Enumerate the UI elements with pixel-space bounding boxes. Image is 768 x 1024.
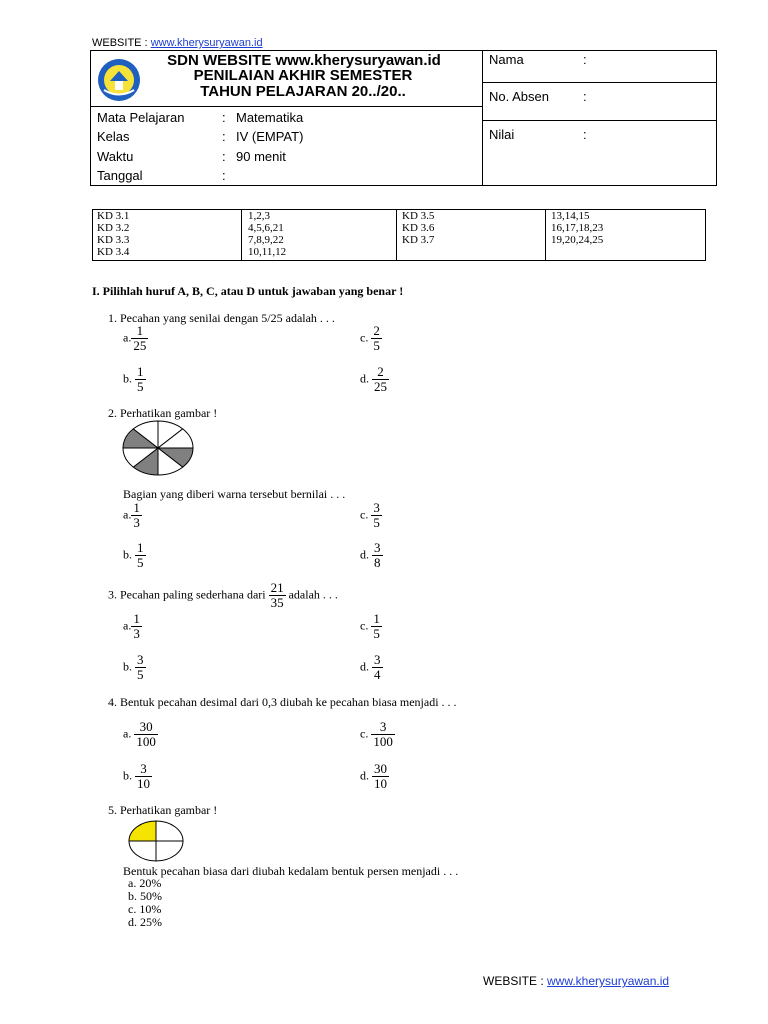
denominator: 5: [373, 515, 380, 530]
denominator: 5: [373, 338, 380, 353]
section-heading: I. Pilihlah huruf A, B, C, atau D untuk jawaban yang benar !: [92, 284, 404, 298]
question-1-text: 1. Pecahan yang senilai dengan 5/25 adalah . . .: [108, 311, 335, 325]
option-letter: c.: [360, 507, 369, 522]
kd-cell: 16,17,18,23: [551, 222, 604, 234]
question-5-subtext: Bentuk pecahan biasa dari diubah kedalam bentuk persen menjadi . . .: [123, 864, 459, 878]
denominator: 5: [137, 379, 144, 394]
denominator: 3: [133, 626, 140, 641]
fraction: [371, 501, 382, 530]
circle-eighths-figure: [122, 420, 194, 476]
bottom-website-line: [483, 974, 669, 988]
option-letter: d.: [360, 547, 369, 562]
question-3-prefix: 3. Pecahan paling sederhana dari: [108, 587, 266, 602]
time-value: 90 menit: [236, 149, 286, 164]
kd-cell: KD 3.1: [97, 210, 130, 222]
kd-cell: 7,8,9,22: [248, 234, 284, 246]
kd-cell: 4,5,6,21: [248, 222, 284, 234]
fraction: [269, 581, 286, 610]
exam-title: PENILAIAN AKHIR SEMESTER: [193, 67, 413, 84]
q3-option-b[interactable]: [123, 653, 146, 682]
colon: :: [222, 129, 226, 144]
numerator: 3: [140, 761, 147, 776]
numerator: 3: [379, 719, 387, 734]
option-letter: d.: [360, 659, 369, 674]
numerator: 30: [374, 761, 387, 776]
denominator: 5: [137, 667, 144, 682]
option-letter: b.: [123, 547, 132, 562]
denominator: 100: [136, 734, 156, 749]
kd-cell: KD 3.5: [402, 210, 435, 222]
header-divider: [482, 82, 717, 83]
kd-cell: KD 3.2: [97, 222, 130, 234]
top-website-line: [92, 37, 263, 49]
kd-cell: 13,14,15: [551, 210, 590, 222]
option-letter: c.: [360, 726, 369, 741]
numerator: 3: [137, 652, 144, 667]
fraction: [371, 720, 395, 749]
fraction: [371, 324, 382, 353]
numerator: 1: [137, 540, 144, 555]
website-label: WEBSITE :: [483, 974, 548, 988]
numerator: 3: [373, 500, 380, 515]
question-5-text: 5. Perhatikan gambar !: [108, 803, 218, 817]
numerator: 1: [136, 323, 144, 338]
q1-option-b[interactable]: [123, 365, 146, 394]
school-title: SDN WEBSITE www.kherysuryawan.id: [167, 52, 441, 69]
q4-option-a[interactable]: [123, 720, 158, 749]
q4-option-b[interactable]: [123, 762, 152, 791]
numerator: 3: [374, 540, 381, 555]
q4-option-d[interactable]: [360, 762, 389, 791]
denominator: 100: [373, 734, 393, 749]
q1-option-d[interactable]: [360, 365, 389, 394]
numerator: 1: [137, 364, 144, 379]
denominator: 25: [374, 379, 387, 394]
kd-cell: 1,2,3: [248, 210, 270, 222]
website-label: WEBSITE :: [92, 37, 151, 49]
fraction: [372, 653, 383, 682]
fraction: [131, 612, 142, 641]
q1-option-a[interactable]: [123, 324, 148, 353]
q5-option-c[interactable]: c. 10%: [128, 902, 162, 916]
fraction: [131, 324, 148, 353]
denominator: 5: [373, 626, 380, 641]
numerator: 1: [373, 611, 380, 626]
option-letter: a.: [123, 618, 132, 633]
denominator: 35: [270, 595, 284, 610]
numerator: 2: [373, 323, 380, 338]
denominator: 5: [137, 555, 144, 570]
date-label: Tanggal: [97, 168, 143, 183]
colon: :: [222, 110, 226, 125]
numerator: 30: [139, 719, 153, 734]
option-letter: d.: [360, 371, 369, 386]
colon: :: [222, 149, 226, 164]
q2-option-b[interactable]: [123, 541, 146, 570]
fraction: [134, 720, 158, 749]
option-letter: b.: [123, 768, 132, 783]
q2-option-d[interactable]: [360, 541, 383, 570]
website-link[interactable]: www.kherysuryawan.id: [150, 37, 263, 49]
class-value: IV (EMPAT): [236, 129, 304, 144]
q3-option-c[interactable]: [360, 612, 382, 641]
option-letter: b.: [123, 659, 132, 674]
kd-table: [92, 209, 706, 261]
question-3-suffix: adalah . . .: [288, 587, 338, 602]
class-label: Kelas: [97, 129, 130, 144]
colon: :: [583, 89, 587, 104]
header-divider: [90, 106, 483, 107]
fraction: [135, 762, 152, 791]
fraction: [135, 541, 146, 570]
numerator: 1: [133, 611, 140, 626]
option-letter: c.: [360, 618, 369, 633]
name-label: Nama: [489, 52, 524, 67]
denominator: 3: [133, 515, 140, 530]
option-letter: c.: [360, 330, 369, 345]
q4-option-c[interactable]: [360, 720, 395, 749]
numerator: 2: [377, 364, 384, 379]
option-letter: a.: [123, 507, 132, 522]
time-label: Waktu: [97, 149, 134, 164]
website-link[interactable]: www.kherysuryawan.id: [547, 974, 670, 988]
kd-column-2: [248, 210, 286, 258]
kd-cell: KD 3.6: [402, 222, 435, 234]
question-4-text: 4. Bentuk pecahan desimal dari 0,3 diubah ke pecahan biasa menjadi . . .: [108, 695, 457, 709]
option-letter: a.: [123, 330, 132, 345]
denominator: 10: [374, 776, 387, 791]
option-letter: b.: [123, 371, 132, 386]
fraction: [372, 365, 389, 394]
header-divider: [482, 50, 483, 186]
q5-option-a[interactable]: a. 20%: [128, 876, 162, 890]
kd-cell: KD 3.4: [97, 246, 130, 258]
option-letter: a.: [123, 726, 132, 741]
numerator: 21: [270, 580, 284, 595]
q3-option-a[interactable]: [123, 612, 142, 641]
q5-option-b[interactable]: b. 50%: [128, 889, 162, 903]
fraction: [131, 501, 142, 530]
table-divider: [545, 209, 546, 261]
subject-value: Matematika: [236, 110, 304, 125]
q1-option-c[interactable]: [360, 324, 382, 353]
colon: :: [583, 52, 587, 67]
option-letter: d.: [360, 768, 369, 783]
q2-option-a[interactable]: [123, 501, 142, 530]
fraction: [135, 653, 146, 682]
kd-cell: KD 3.7: [402, 234, 435, 246]
numerator: 3: [374, 652, 381, 667]
q3-option-d[interactable]: [360, 653, 383, 682]
kd-cell: 19,20,24,25: [551, 234, 604, 246]
header-divider: [482, 120, 717, 121]
denominator: 8: [374, 555, 381, 570]
kd-column-3: [402, 210, 434, 246]
question-3-text: [108, 581, 338, 610]
kd-cell: 10,11,12: [248, 246, 287, 258]
q5-options: [128, 877, 162, 929]
table-divider: [396, 209, 397, 261]
exam-year: TAHUN PELAJARAN 20../20..: [200, 83, 406, 100]
colon: :: [583, 127, 587, 142]
q2-option-c[interactable]: [360, 501, 382, 530]
denominator: 25: [133, 338, 147, 353]
numerator: 1: [133, 500, 140, 515]
colon: :: [222, 168, 226, 183]
question-2-text: 2. Perhatikan gambar !: [108, 406, 218, 420]
subject-label: Mata Pelajaran: [97, 110, 185, 125]
q5-option-d[interactable]: d. 25%: [128, 915, 162, 929]
question-2-subtext: Bagian yang diberi warna tersebut bernilai . . .: [123, 487, 346, 501]
denominator: 4: [374, 667, 381, 682]
circle-quarters-figure: [128, 820, 184, 862]
fraction: [135, 365, 146, 394]
fraction: [372, 541, 383, 570]
denominator: 10: [137, 776, 150, 791]
kd-column-1: [97, 210, 129, 258]
fraction: [371, 612, 382, 641]
fraction: [372, 762, 389, 791]
score-label: Nilai: [489, 127, 515, 142]
kd-column-4: [551, 210, 603, 246]
table-divider: [241, 209, 242, 261]
absen-label: No. Absen: [489, 89, 549, 104]
kd-cell: KD 3.3: [97, 234, 130, 246]
